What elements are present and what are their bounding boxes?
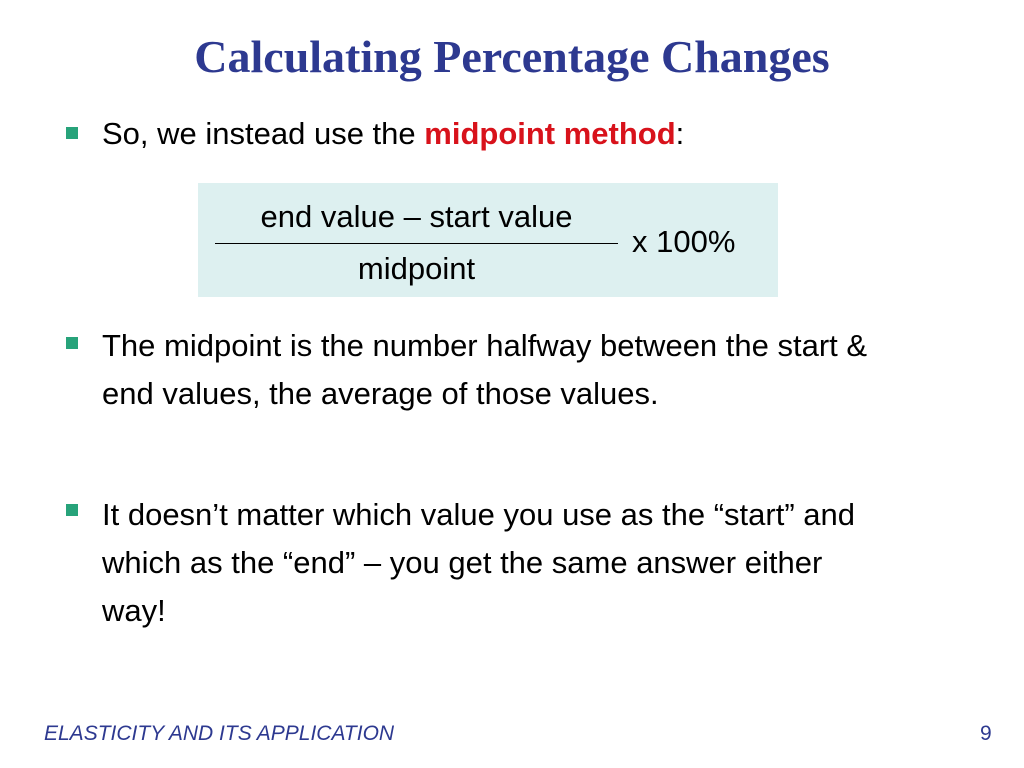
bullet-1-highlight: midpoint method <box>424 116 676 151</box>
formula-multiplier: x 100% <box>632 224 736 259</box>
bullet-1-before: So, we instead use the <box>102 116 425 151</box>
bullet-marker <box>66 127 78 139</box>
bullet-2-text: The midpoint is the number halfway between the start & end values, the average of those values. <box>102 328 868 411</box>
fraction-line <box>215 243 618 244</box>
slide-title: Calculating Percentage Changes <box>194 31 830 82</box>
formula-denominator: midpoint <box>357 251 476 286</box>
bullet-3-text: It doesn’t matter which value you use as the “start” and which as the “end” – you get the same answer either way! <box>102 497 855 628</box>
bullet-1-text <box>102 110 902 158</box>
formula-numerator: end value – start value <box>260 199 573 234</box>
bullet-marker <box>66 337 78 349</box>
bullet-marker <box>66 504 78 516</box>
slide-footer: ELASTICITY AND ITS APPLICATION <box>44 722 395 745</box>
bullet-1-after: : <box>675 116 685 151</box>
formula-box <box>198 183 778 297</box>
page-number: 9 <box>980 722 992 745</box>
